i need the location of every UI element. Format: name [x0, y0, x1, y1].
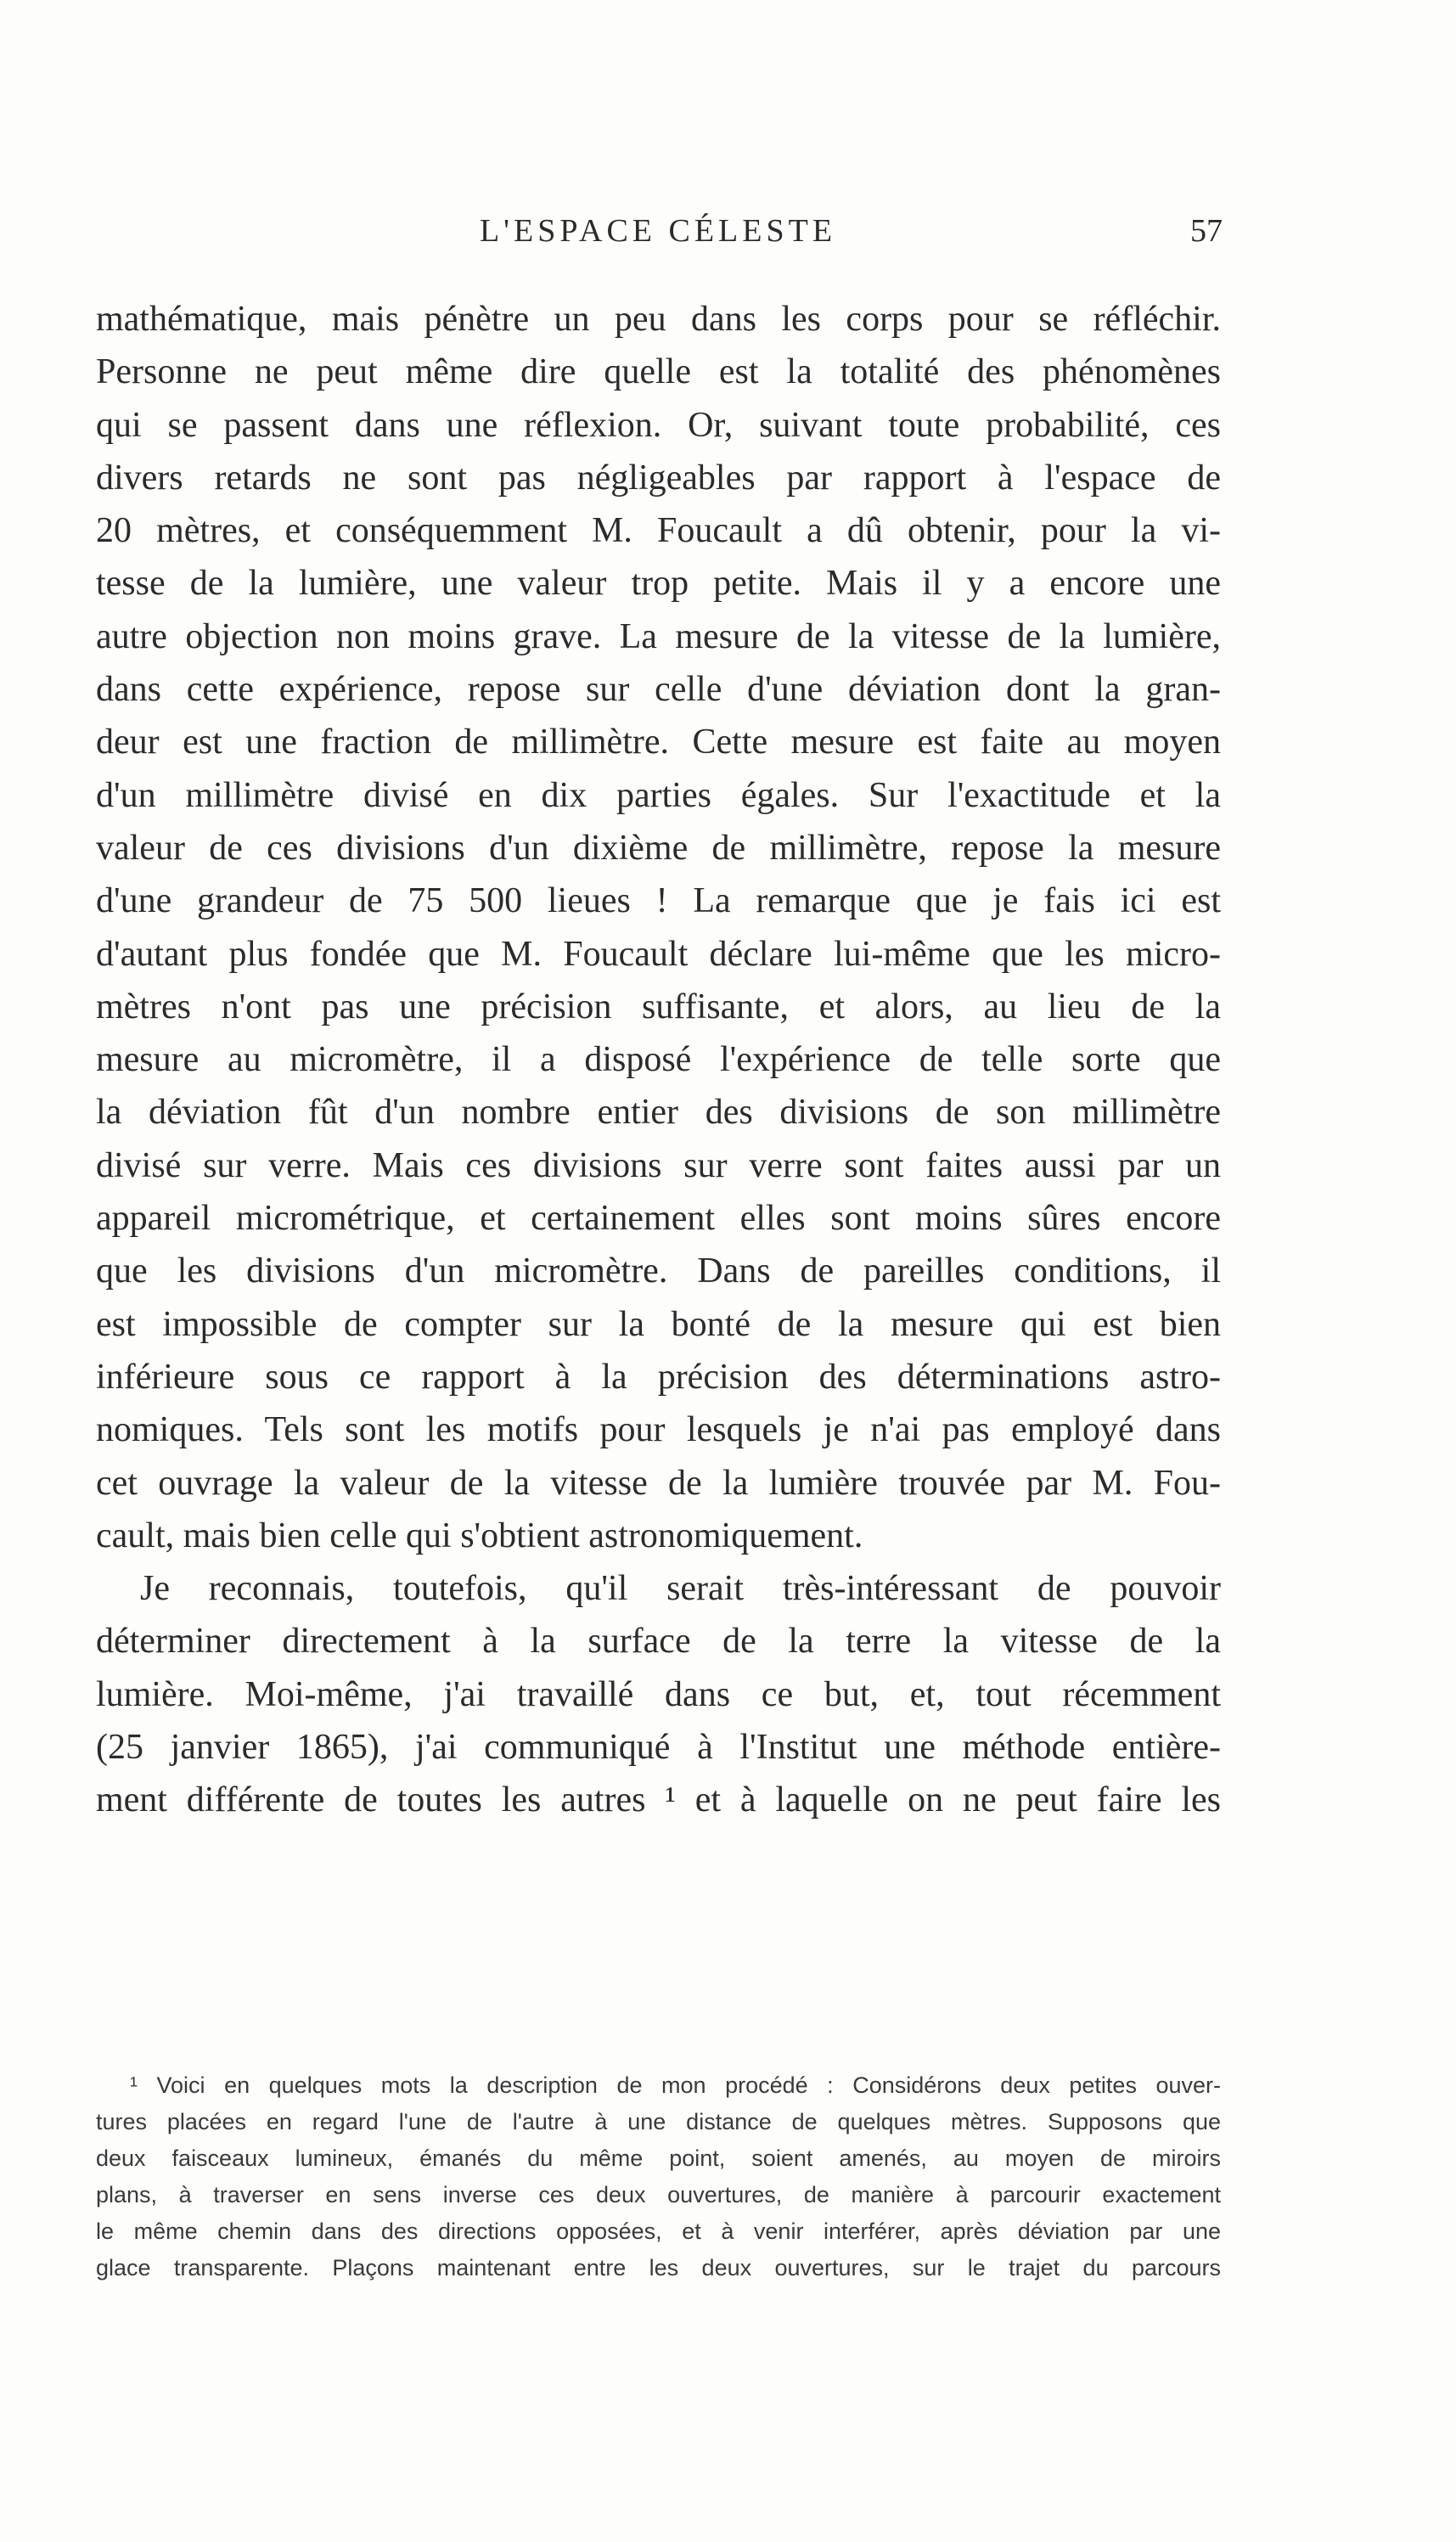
text-line: que les divisions d'un micromètre. Dans de pareilles conditions, il: [96, 1251, 1221, 1291]
text-line: mathématique, mais pénètre un peu dans les corps pour se réfléchir.: [96, 300, 1221, 339]
text-line: Personne ne peut même dire quelle est la totalité des phénomènes: [96, 352, 1221, 392]
text-line: est impossible de compter sur la bonté de la mesure qui est bien: [96, 1304, 1221, 1344]
text-line: mètres n'ont pas une précision suffisante, et alors, au lieu de la: [96, 987, 1221, 1026]
page-header: [93, 212, 1223, 263]
body-text: [96, 293, 1221, 1827]
text-line: qui se passent dans une réflexion. Or, suivant toute probabilité, ces: [96, 405, 1221, 445]
text-line: d'une grandeur de 75 500 lieues ! La remarque que je fais ici est: [96, 881, 1221, 921]
text-line: lumière. Moi-même, j'ai travaillé dans ce but, et, tout récemment: [96, 1674, 1221, 1714]
text-line: 20 mètres, et conséquemment M. Foucault a dû obtenir, pour la vi-: [96, 511, 1221, 551]
footnote-line: glace transparente. Plaçons maintenant entre les deux ouvertures, sur le trajet du parcours: [96, 2255, 1221, 2280]
footnote-line: le même chemin dans des directions opposées, et à venir interférer, après déviation par une: [96, 2219, 1221, 2244]
text-line: mesure au micromètre, il a disposé l'expérience de telle sorte que: [96, 1040, 1221, 1080]
text-line: ment différente de toutes les autres ¹ et à laquelle on ne peut faire les: [96, 1780, 1221, 1820]
footnote: [96, 2067, 1221, 2286]
text-line: appareil micrométrique, et certainement elles sont moins sûres encore: [96, 1199, 1221, 1239]
text-line: déterminer directement à la surface de la terre la vitesse de la: [96, 1622, 1221, 1662]
footnote-line: plans, à traverser en sens inverse ces deux ouvertures, de manière à parcourir exactement: [96, 2182, 1221, 2207]
footnote-line: deux faisceaux lumineux, émanés du même point, soient amenés, au moyen de miroirs: [96, 2146, 1221, 2171]
text-line: dans cette expérience, repose sur celle d'une déviation dont la gran-: [96, 670, 1221, 710]
text-line: cet ouvrage la valeur de la vitesse de la lumière trouvée par M. Fou-: [96, 1463, 1221, 1503]
text-line: autre objection non moins grave. La mesure de la vitesse de la lumière,: [96, 616, 1221, 656]
text-line: divers retards ne sont pas négligeables par rapport à l'espace de: [96, 458, 1221, 498]
text-line: tesse de la lumière, une valeur trop petite. Mais il y a encore une: [96, 564, 1221, 604]
text-line: nomiques. Tels sont les motifs pour lesquels je n'ai pas employé dans: [96, 1410, 1221, 1450]
text-line: d'autant plus fondée que M. Foucault déclare lui-même que les micro-: [96, 934, 1221, 974]
text-line: (25 janvier 1865), j'ai communiqué à l'Institut une méthode entière-: [96, 1728, 1221, 1768]
text-line: la déviation fût d'un nombre entier des divisions de son millimètre: [96, 1093, 1221, 1133]
footnote-line: ¹ Voici en quelques mots la description de mon procédé : Considérons deux petites ouver-: [130, 2072, 1221, 2098]
paragraph-end-line: cault, mais bien celle qui s'obtient astronomiquement.: [96, 1516, 863, 1555]
running-title: L'ESPACE CÉLESTE: [479, 213, 837, 249]
text-line: deur est une fraction de millimètre. Cette mesure est faite au moyen: [96, 723, 1221, 762]
paragraph-start-line: Je reconnais, toutefois, qu'il serait très-intéressant de pouvoir: [140, 1569, 1221, 1609]
text-line: divisé sur verre. Mais ces divisions sur verre sont faites aussi par un: [96, 1145, 1221, 1185]
footnote-line: tures placées en regard l'une de l'autre à une distance de quelques mètres. Supposons que: [96, 2109, 1221, 2134]
text-line: d'un millimètre divisé en dix parties égales. Sur l'exactitude et la: [96, 775, 1221, 815]
text-line: inférieure sous ce rapport à la précision des déterminations astro-: [96, 1357, 1221, 1397]
text-line: valeur de ces divisions d'un dixième de millimètre, repose la mesure: [96, 828, 1221, 868]
page-number: 57: [1190, 213, 1223, 249]
